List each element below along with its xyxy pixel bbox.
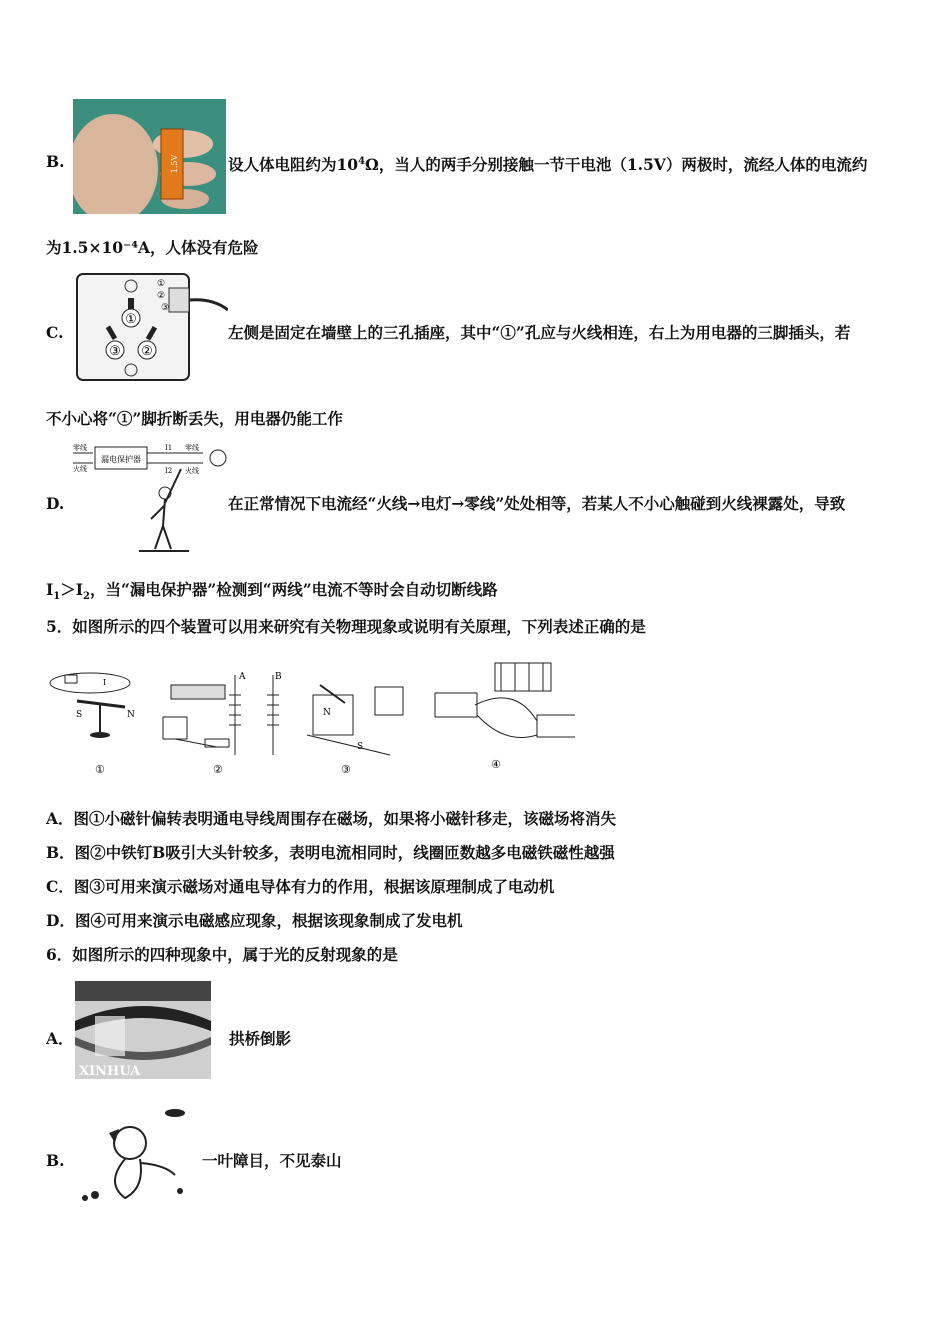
q4-option-b-text: 设人体电阻约为$10^4\Omega$，当人的两手分别接触一节干电池（1.5V）两极时，流经人体的电流约 (228, 155, 868, 175)
three-hole-socket-figure (73, 270, 228, 385)
svg-text:火线: 火线 (185, 467, 199, 475)
svg-text:火线: 火线 (73, 465, 87, 473)
q6-option-b-label: B. (46, 1151, 65, 1170)
svg-text:1.5V: 1.5V (170, 154, 179, 174)
svg-text:XINHUA: XINHUA (79, 1064, 141, 1079)
q5-option-c: C．图③可用来演示磁场对通电导体有力的作用，根据该原理制成了电动机 (46, 877, 555, 896)
svg-text:①: ① (125, 312, 137, 327)
svg-text:①: ① (157, 279, 166, 289)
q4-option-c-text: 左侧是固定在墙壁上的三孔插座，其中“①”孔应与火线相连，右上为用电器的三脚插头，若 (228, 323, 851, 342)
svg-text:④: ④ (491, 758, 501, 771)
svg-text:③: ③ (161, 303, 170, 313)
q4-option-c-label: C. (46, 323, 64, 342)
svg-text:③: ③ (341, 763, 351, 776)
battery-in-hand-photo (73, 99, 226, 214)
fig4-battery-setup (435, 663, 575, 771)
q4-option-c-text-cont: 不小心将“①”脚折断丢失，用电器仍能工作 (46, 409, 343, 428)
fig2-electromagnets (163, 672, 282, 776)
svg-text:I1: I1 (165, 444, 173, 452)
q6-option-b-text: 一叶障目，不见泰山 (202, 1151, 342, 1170)
leaf-blocks-eye-cartoon (75, 1103, 195, 1203)
svg-text:A: A (239, 672, 246, 682)
q4-option-b-label: B. (46, 152, 65, 171)
fig1-compass-wire (50, 673, 135, 776)
q5-option-d: D．图④可用来演示电磁感应现象，根据该现象制成了发电机 (46, 911, 463, 930)
svg-text:S: S (357, 742, 364, 752)
svg-text:零线: 零线 (185, 444, 199, 452)
q5-figures (45, 655, 575, 785)
q6-stem: 6．如图所示的四种现象中，属于光的反射现象的是 (46, 945, 398, 964)
q4-option-d-label: D. (46, 494, 65, 513)
q4-option-b-text-cont: 为1.5×10⁻⁴A，人体没有危险 (46, 238, 259, 257)
q5-stem: 5．如图所示的四个装置可以用来研究有关物理现象或说明有关原理，下列表述正确的是 (46, 617, 646, 636)
svg-text:②: ② (213, 763, 223, 776)
q6-option-a-label: A． (46, 1029, 74, 1048)
svg-text:②: ② (141, 344, 153, 359)
fig3-conductor (307, 685, 403, 776)
svg-text:N: N (127, 710, 135, 720)
q5-option-a: A．图①小磁针偏转表明通电导线周围存在磁场，如果将小磁针移走，该磁场将消失 (46, 809, 617, 828)
q5-option-b: B．图②中铁钉B吸引大头针较多，表明电流相同时，线圈匝数越多电磁铁磁性越强 (46, 843, 615, 862)
leakage-protector-diagram (73, 441, 228, 556)
arch-bridge-reflection-photo (75, 981, 211, 1079)
svg-text:漏电保护器: 漏电保护器 (101, 455, 141, 464)
svg-text:I: I (103, 678, 107, 687)
svg-text:②: ② (157, 291, 166, 301)
svg-text:I2: I2 (165, 467, 173, 475)
svg-text:N: N (323, 708, 331, 718)
svg-text:S: S (76, 710, 83, 720)
q6-option-a-text: 拱桥倒影 (229, 1029, 292, 1048)
svg-text:B: B (275, 672, 282, 682)
q4-option-d-text: 在正常情况下电流经“火线→电灯→零线”处处相等，若某人不小心触碰到火线裸露处，导致 (228, 494, 846, 513)
svg-text:①: ① (95, 763, 105, 776)
svg-text:③: ③ (109, 344, 121, 359)
svg-text:零线: 零线 (73, 444, 87, 452)
q4-option-d-text-cont: $I_1>I_2$，当“漏电保护器”检测到“两线”电流不等时会自动切断线路 (46, 580, 498, 603)
